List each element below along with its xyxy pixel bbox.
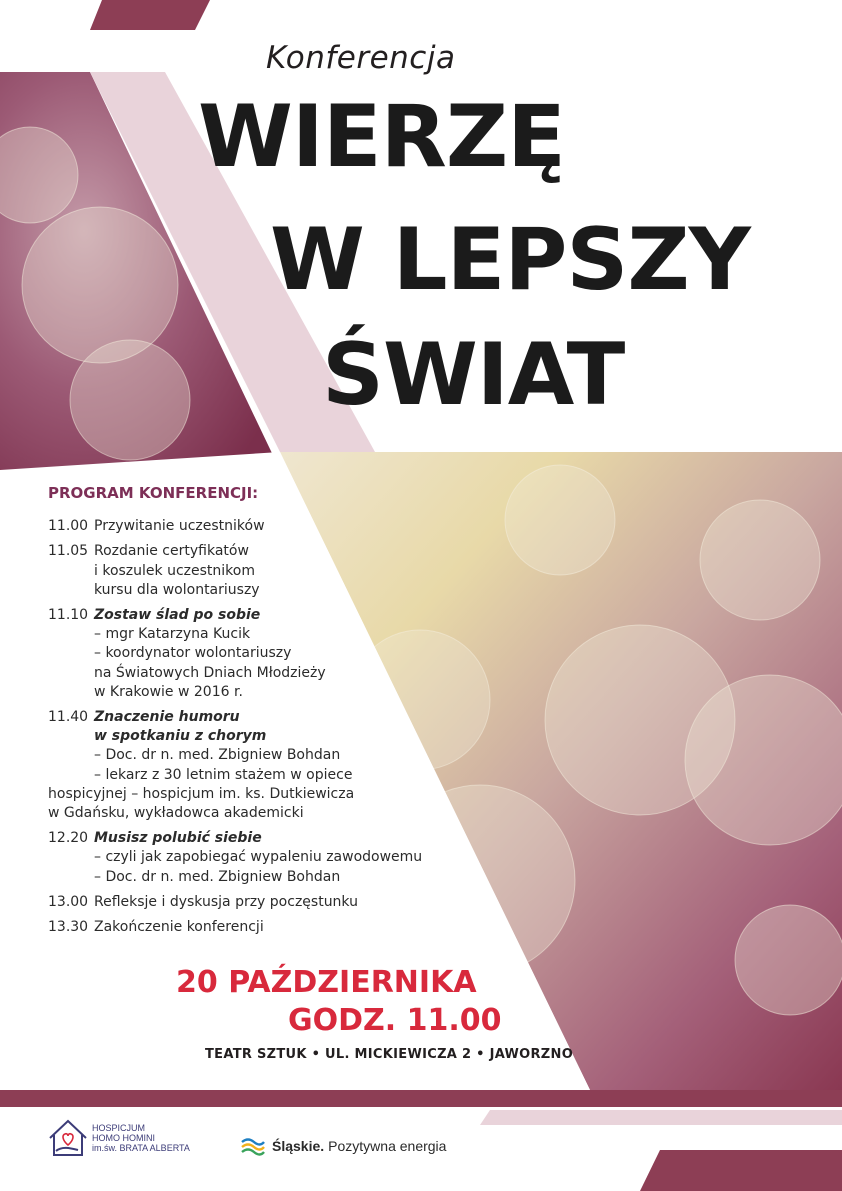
program-text: – Doc. dr n. med. Zbigniew Bohdan: [94, 868, 341, 885]
program-time: 11.40: [48, 709, 89, 726]
program-time: 11.10: [48, 607, 89, 624]
program-text: – Doc. dr n. med. Zbigniew Bohdan: [94, 747, 341, 764]
program-item: [48, 893, 468, 912]
bottom-pink-bar: [480, 1110, 842, 1125]
program-time: 11.05: [48, 543, 89, 560]
program-item: [48, 517, 468, 536]
event-venue: TEATR SZTUK • UL. MICKIEWICZA 2 • JAWORZNO: [205, 1047, 574, 1062]
region-brand: Śląskie.: [272, 1138, 325, 1154]
house-heart-icon: [48, 1118, 88, 1158]
program-talk-title: w spotkaniu z chorym: [94, 728, 267, 745]
program-talk-title: Znaczenie humoru: [94, 709, 240, 726]
program-text: w Krakowie w 2016 r.: [94, 683, 243, 700]
bottom-maroon-tab: [640, 1150, 842, 1191]
program-section: [48, 484, 468, 943]
program-text: Refleksje i dyskusja przy poczęstunku: [94, 893, 358, 910]
title-line-1: WIERZĘ: [198, 87, 565, 187]
program-text: – czyli jak zapobiegać wypaleniu zawodowemu: [94, 849, 423, 866]
title-line-2: W LEPSZY: [270, 210, 750, 310]
program-text: i koszulek uczestnikom: [94, 562, 255, 579]
hospice-logo-line: HOMO HOMINI: [92, 1133, 155, 1143]
wave-stripes-icon: [240, 1136, 266, 1156]
program-text: – mgr Katarzyna Kucik: [94, 626, 251, 643]
program-time: 13.30: [48, 919, 89, 936]
program-text: hospicyjnej – hospicjum im. ks. Dutkiewicza: [48, 785, 355, 802]
region-logo: [240, 1136, 446, 1156]
event-time: GODZ. 11.00: [288, 1003, 502, 1038]
program-text: na Światowych Dniach Młodzieży: [94, 664, 326, 681]
program-time: 13.00: [48, 893, 89, 910]
program-talk-title: Musisz polubić siebie: [94, 830, 262, 847]
program-item: [48, 542, 468, 600]
top-maroon-tab: [90, 0, 210, 30]
program-time: 11.00: [48, 518, 89, 535]
title-line-3: ŚWIAT: [322, 325, 625, 425]
subtitle: Konferencja: [266, 40, 456, 76]
hospice-logo: [48, 1118, 190, 1158]
program-heading: PROGRAM KONFERENCJI:: [48, 484, 259, 502]
program-item: [48, 606, 468, 702]
event-date: 20 PAŹDZIERNIKA: [176, 965, 477, 1000]
program-text: Rozdanie certyfikatów: [94, 543, 249, 560]
hospice-logo-line: HOSPICJUM: [92, 1123, 146, 1133]
program-text: – koordynator wolontariuszy: [94, 645, 292, 662]
program-text: kursu dla wolontariuszy: [94, 581, 260, 598]
program-item: [48, 918, 468, 937]
program-item: [48, 708, 468, 823]
program-talk-title: Zostaw ślad po sobie: [94, 607, 261, 624]
region-slogan: Pozytywna energia: [328, 1138, 447, 1154]
program-text: – lekarz z 30 letnim stażem w opiece: [94, 766, 353, 783]
bottom-maroon-bar: [0, 1090, 842, 1107]
program-text: Przywitanie uczestników: [94, 518, 265, 535]
program-text: Zakończenie konferencji: [94, 919, 264, 936]
program-item: [48, 829, 468, 887]
program-time: 12.20: [48, 830, 89, 847]
hospice-logo-line: im.św. BRATA ALBERTA: [92, 1143, 190, 1153]
program-text: w Gdańsku, wykładowca akademicki: [48, 805, 304, 822]
